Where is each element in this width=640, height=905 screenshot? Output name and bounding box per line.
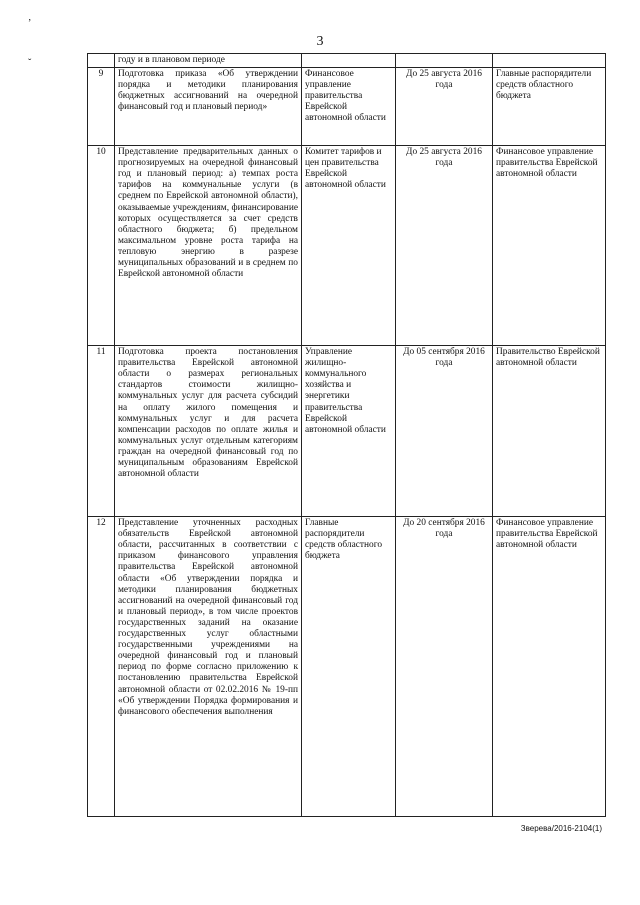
- schedule-table: [87, 53, 606, 817]
- responsible-party: Управление жилищно-коммунального хозяйства и энергетики правительства Еврейской автономной области: [302, 346, 396, 517]
- deadline: До 05 сентября 2016 года: [396, 346, 493, 517]
- row-number: 10: [88, 146, 115, 346]
- margin-mark-top: ’: [28, 18, 32, 29]
- row-number: 12: [88, 517, 115, 817]
- task-description: Подготовка проекта постановления правительства Еврейской автономной области о размерах региональных стандартов стоимости жилищно-коммунальных услуг для расчета субсидий на оплату жилого помещения и коммунальных услуг и для расчета компенсации расходов по оплате жилья и коммунальных услуг отдельным категориям граждан на очередной финансовый год по муниципальным образованиям Еврейской автономной области: [115, 346, 302, 517]
- table-row: [88, 68, 606, 146]
- responsible-party: Комитет тарифов и цен правительства Еврейской автономной области: [302, 146, 396, 346]
- page-number: 3: [316, 34, 324, 49]
- table-row: [88, 517, 606, 817]
- recipient: Главные распорядители средств областного бюджета: [493, 68, 606, 146]
- task-description: Подготовка приказа «Об утверждении порядка и методики планирования бюджетных ассигнований на очередной финансовый год и плановый период»: [115, 68, 302, 146]
- deadline: До 25 августа 2016 года: [396, 68, 493, 146]
- table-row: [88, 146, 606, 346]
- margin-mark-bottom: ˇ: [28, 58, 32, 69]
- recipient: Финансовое управление правительства Еврейской автономной области: [493, 517, 606, 817]
- deadline: До 20 сентября 2016 года: [396, 517, 493, 817]
- row-number: 11: [88, 346, 115, 517]
- deadline: До 25 августа 2016 года: [396, 146, 493, 346]
- recipient: Правительство Еврейской автономной области: [493, 346, 606, 517]
- continuation-row: [88, 54, 606, 68]
- responsible-party: Главные распорядители средств областного бюджета: [302, 517, 396, 817]
- task-description: Представление предварительных данных о прогнозируемых на очередной финансовый год и плановый период: а) темпах роста тарифов на коммунальные услуги (в среднем по Еврейской автономной области), оказываемые учреждениям, финансирование которых осуществляется за счет средств областного бюджета; б) предельном максимальном уровне роста тарифа на тепловую энергию в разрезе муниципальных образований и в среднем по Еврейской автономной области: [115, 146, 302, 346]
- recipient: Финансовое управление правительства Еврейской автономной области: [493, 146, 606, 346]
- footer-code: Зверева/2016-2104(1): [520, 824, 602, 833]
- table-row: [88, 346, 606, 517]
- task-description: Представление уточненных расходных обязательств Еврейской автономной области, рассчитанных в соответствии с приказом финансового управления правительства Еврейской автономной области «Об утверждении порядка и методики планирования бюджетных ассигнований на очередной финансовый год и плановый период», в том числе проектов государственных заданий на оказание государственных услуг областными государственными учреждениями на очередной финансовый год и плановый период по форме согласно приложению к постановлению правительства Еврейской автономной области от 02.02.2016 № 19-пп «Об утверждении Порядка формирования и финансового обеспечения выполнения: [115, 517, 302, 817]
- row-number: [88, 54, 115, 68]
- row-number: 9: [88, 68, 115, 146]
- continuation-text: году и в плановом периоде: [115, 54, 302, 68]
- responsible-party: Финансовое управление правительства Еврейской автономной области: [302, 68, 396, 146]
